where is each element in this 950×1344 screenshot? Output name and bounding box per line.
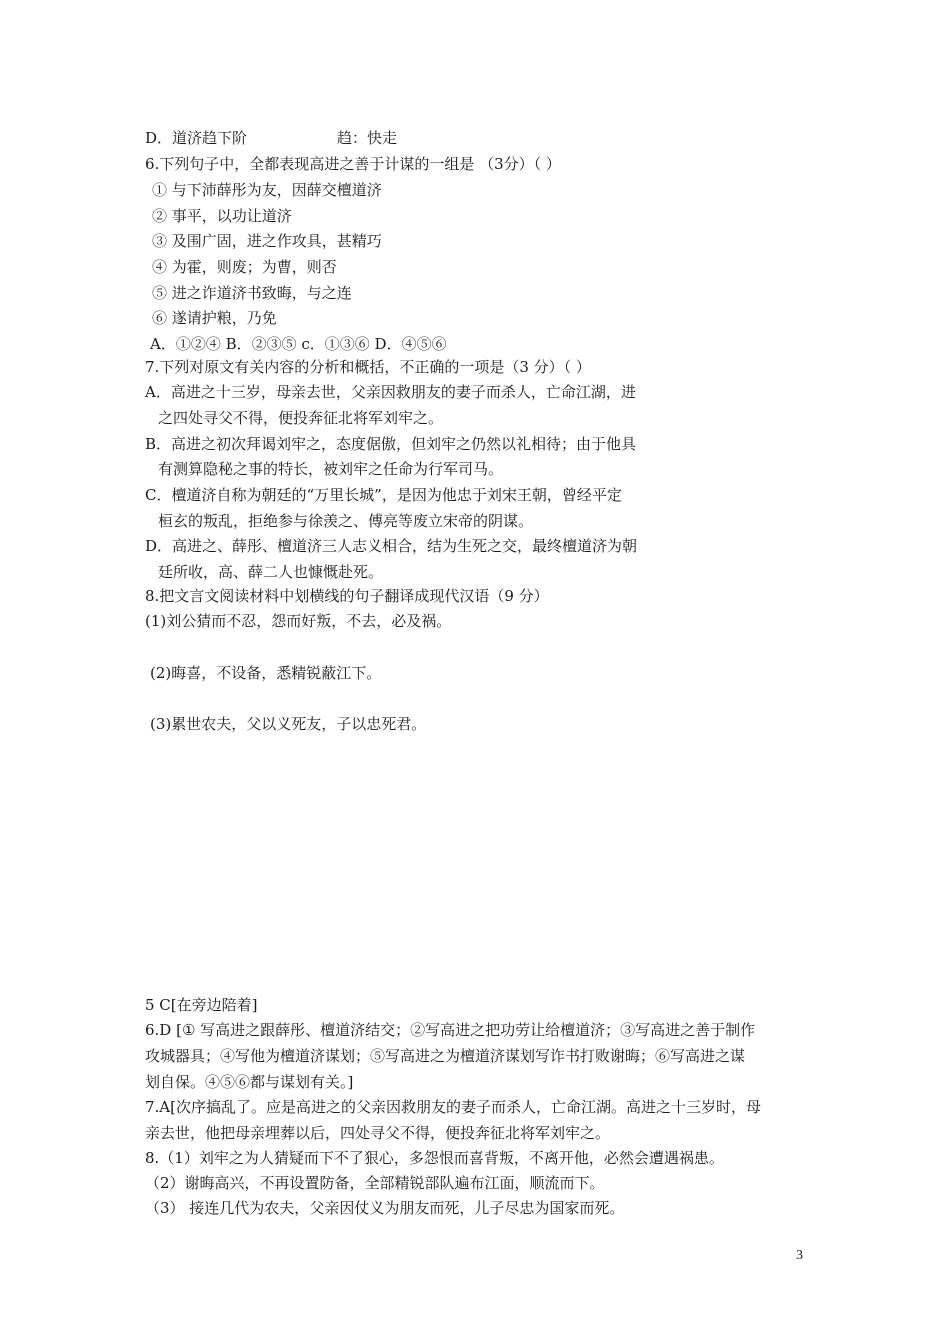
q7-option-a: A．高进之十三岁，母亲去世，父亲因救朋友的妻子而杀人，亡命江湖，进 [145, 383, 636, 401]
q5-option-d [145, 128, 397, 148]
q8-sentence-2: (2)晦喜，不设备，悉精锐蔽江下。 [150, 664, 382, 682]
q6-item: ③ 及围广固，进之作攻具，甚精巧 [152, 232, 382, 250]
q8-sentence-3: (3)累世农夫，父以义死友，子以忠死君。 [150, 715, 427, 733]
q5-option-d-text: D．道济趋下阶 [145, 129, 248, 147]
answer-8-2: （2）谢晦高兴，不再设置防备，全部精锐部队遍布江面，顺流而下。 [145, 1174, 605, 1192]
page-number: 3 [796, 1248, 803, 1263]
q7-stem: 7.下列对原文有关内容的分析和概括，不正确的一项是（3 分）（ ） [145, 358, 591, 376]
answer-6: 6.D [① 写高进之跟薛彤、檀道济结交；②写高进之把功劳让给檀道济；③写高进之善于制作 [145, 1021, 756, 1039]
answer-6-cont: 划自保。④⑤⑥都与谋划有关。] [145, 1073, 354, 1091]
q6-choices: A．①②④ B．②③⑤ c．①③⑥ D．④⑤⑥ [150, 335, 447, 353]
q7-option-c: C．檀道济自称为朝廷的“万里长城”，是因为他忠于刘宋王朝，曾经平定 [145, 486, 622, 504]
q6-item: ① 与下沛薛彤为友，因薛交檀道济 [152, 181, 382, 199]
q6-stem: 6.下列句子中，全都表现高进之善于计谋的一组是 （3分）（ ） [145, 155, 561, 173]
q7-option-b: B．高进之初次拜谒刘牢之，态度倨傲，但刘牢之仍然以礼相待；由于他具 [145, 435, 637, 453]
q7-option-d: D．高进之、薛彤、檀道济三人志义相合，结为生死之交，最终檀道济为朝 [145, 537, 638, 555]
answer-6-cont: 攻城器具；④写他为檀道济谋划；⑤写高进之为檀道济谋划写诈书打败谢晦；⑥写高进之谋 [145, 1047, 746, 1065]
q7-option-a-cont: 之四处寻父不得，便投奔征北将军刘牢之。 [158, 409, 444, 427]
answer-8-1: 8.（1）刘牢之为人猜疑而下不了狠心，多怨恨而喜背叛，不离开他，必然会遭遇祸患。 [145, 1149, 724, 1167]
q7-option-c-cont: 桓玄的叛乱，拒绝参与徐羡之、傅亮等废立宋帝的阴谋。 [158, 512, 534, 530]
answer-8-3: （3） 接连几代为农夫，父亲因仗义为朋友而死，儿子尽忠为国家而死。 [145, 1199, 625, 1217]
answer-5: 5 C[在旁边陪着] [145, 996, 258, 1014]
q6-item: ⑤ 进之诈道济书致晦，与之连 [152, 284, 352, 302]
q7-option-b-cont: 有测算隐秘之事的特长，被刘牢之任命为行军司马。 [158, 460, 504, 478]
answer-7: 7.A[次序搞乱了。应是高进之的父亲因救朋友的妻子而杀人，亡命江湖。高进之十三岁时，母 [145, 1098, 762, 1116]
q7-option-d-cont: 廷所收，高、薛二人也慷慨赴死。 [158, 563, 384, 581]
q8-stem: 8.把文言文阅读材料中划横线的句子翻译成现代汉语（9 分） [145, 587, 549, 605]
q6-item: ② 事平，以功让道济 [152, 207, 292, 225]
q5-option-d-gloss: 趋：快走 [337, 129, 398, 147]
answer-7-cont: 亲去世，他把母亲埋葬以后，四处寻父不得，便投奔征北将军刘牢之。 [145, 1124, 611, 1142]
q8-sentence-1: (1)刘公猜而不忍，怨而好叛，不去，必及祸。 [145, 612, 452, 630]
q6-item: ④ 为霍，则废；为曹，则否 [152, 258, 337, 276]
q6-item: ⑥ 遂请护粮，乃免 [152, 309, 277, 327]
